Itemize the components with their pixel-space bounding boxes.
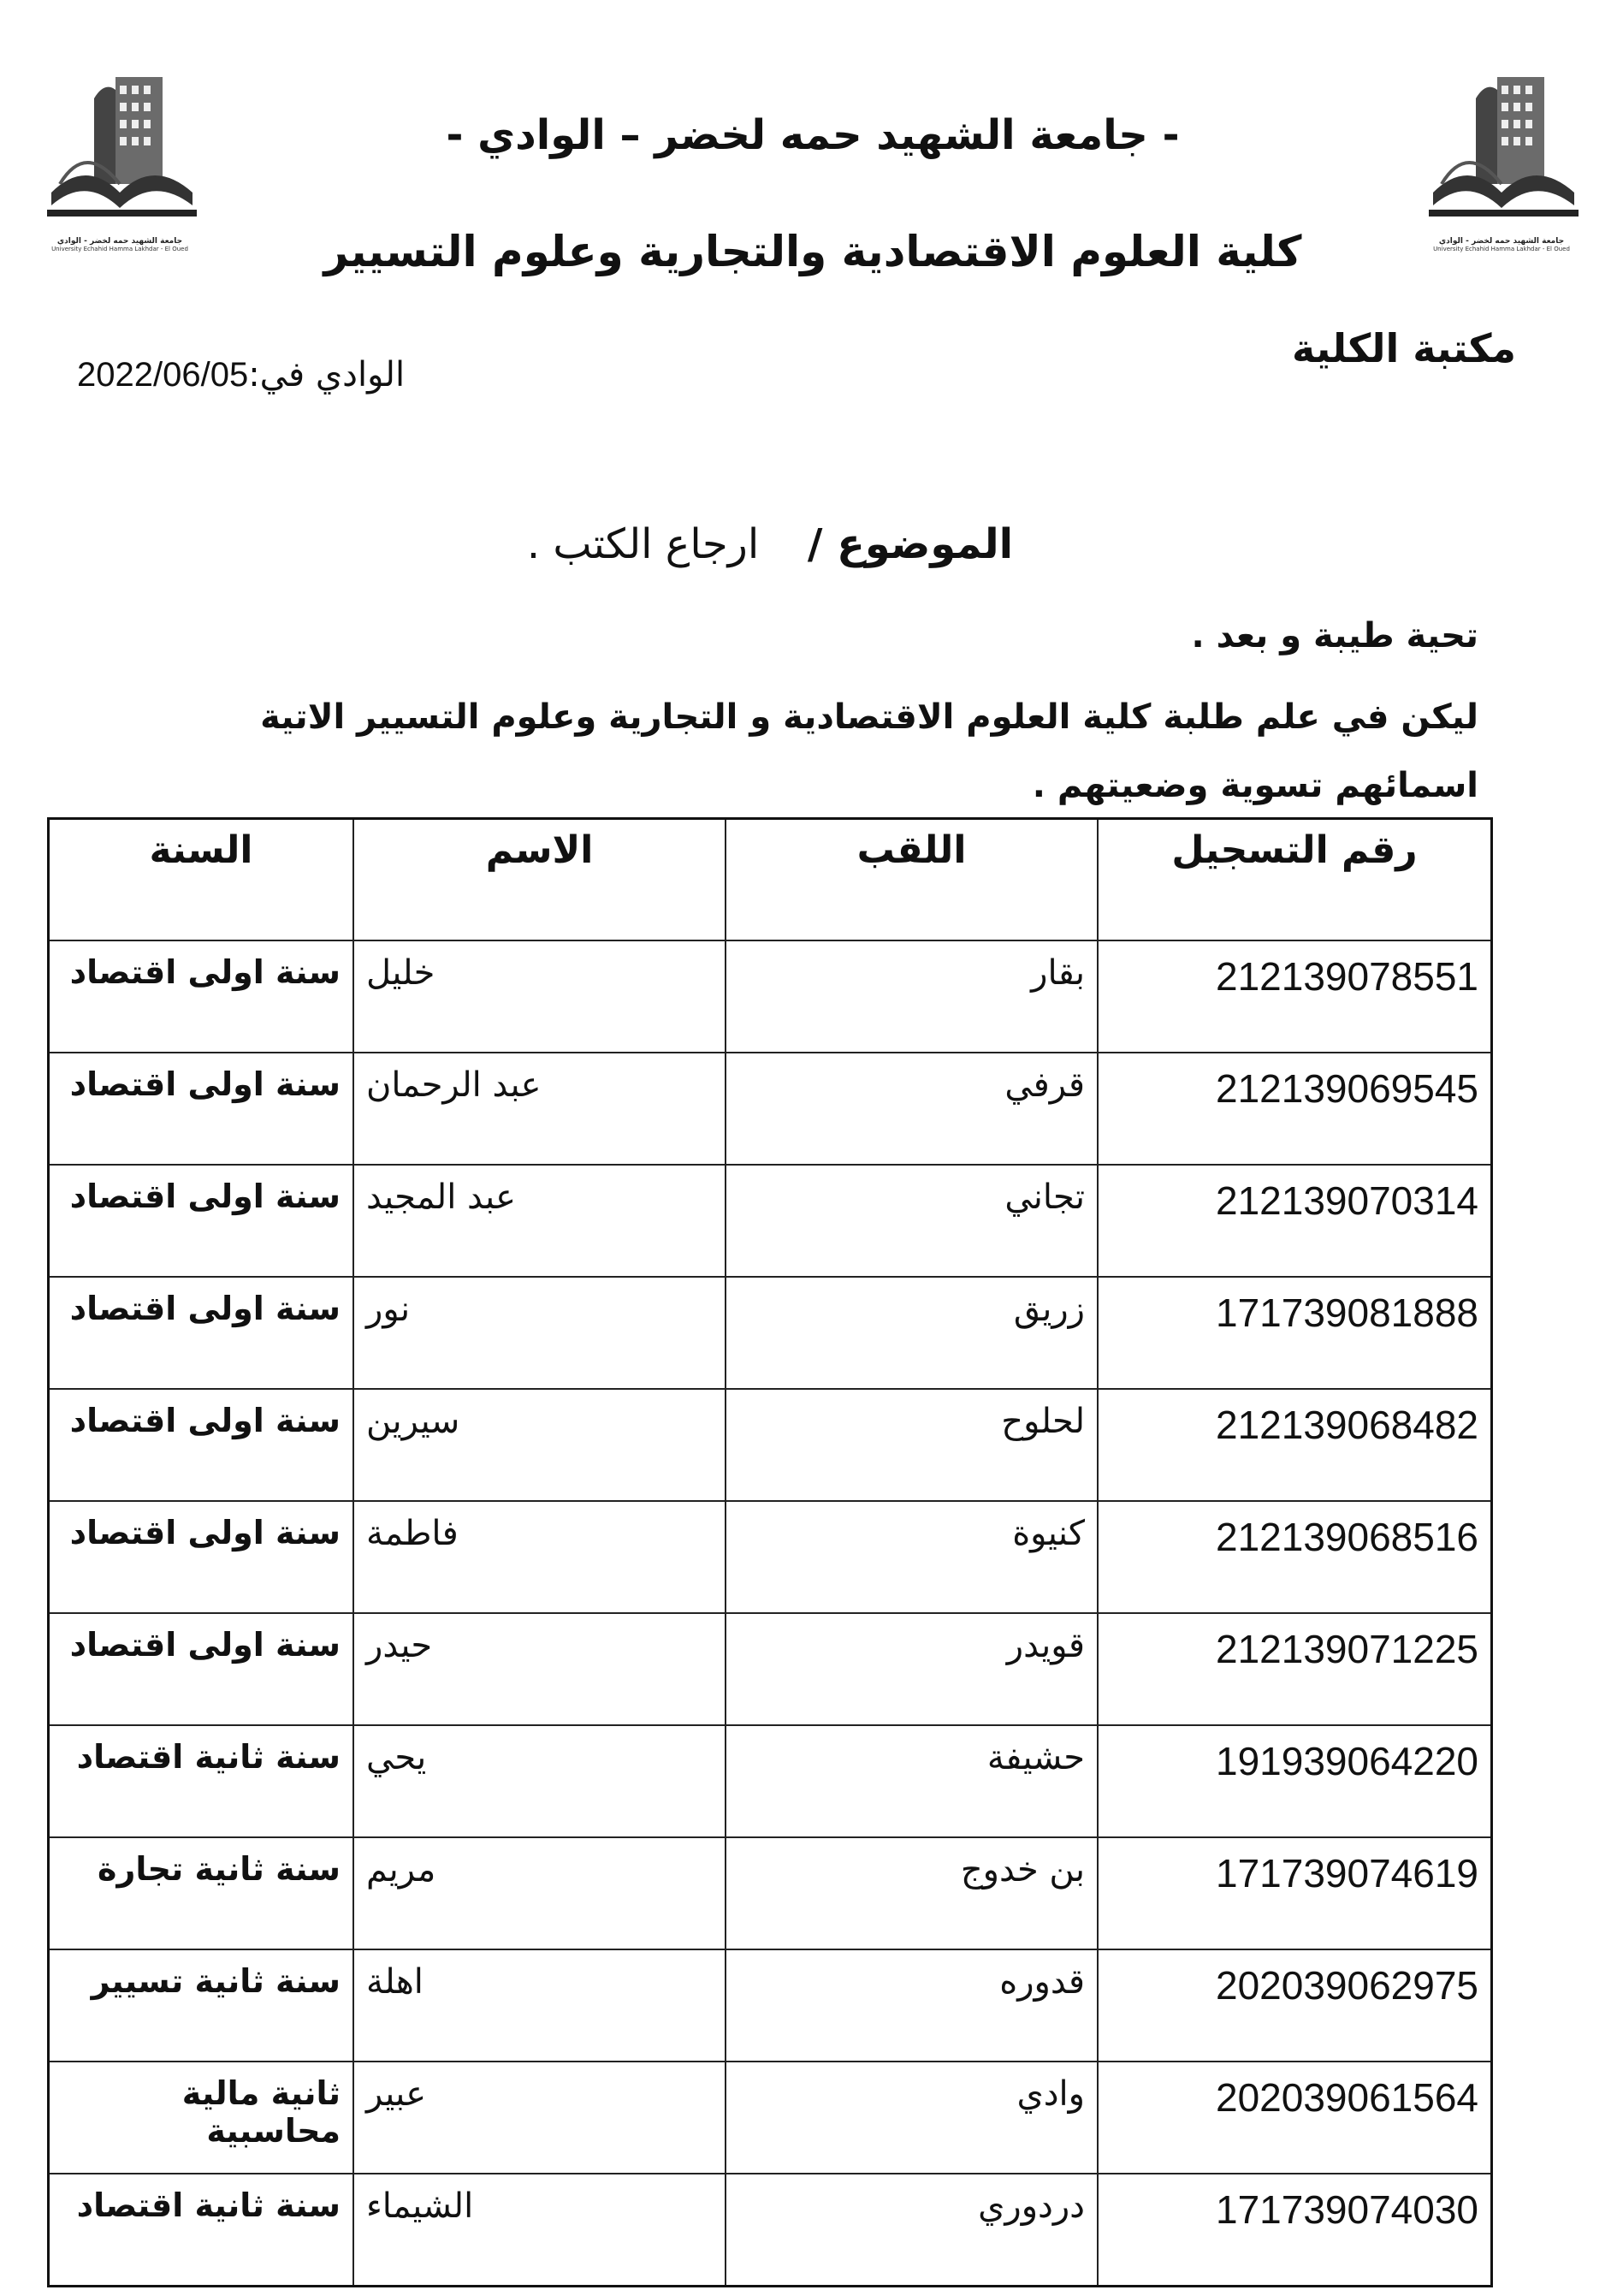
name-cell: عبد الرحمان — [353, 1053, 726, 1165]
table-row — [49, 1165, 1492, 1277]
university-title: - جامعة الشهيد حمه لخضر – الوادي - — [446, 111, 1180, 159]
table-header-row — [49, 819, 1492, 941]
name-cell: خليل — [353, 940, 726, 1053]
name-cell: نور — [353, 1277, 726, 1389]
name-cell: حيدر — [353, 1613, 726, 1725]
body-paragraph: ليكن في علم طلبة كلية العلوم الاقتصادية و التجارية وعلوم التسيير الاتية اسمائهم تسوية وضعيتهم . — [260, 697, 1478, 805]
registration-cell: 212139068482 — [1098, 1389, 1492, 1501]
surname-cell: لحلوح — [726, 1389, 1098, 1501]
table-row — [49, 1053, 1492, 1165]
logo-caption-latin: University Echahid Hamma Lakhdar - El Oued — [51, 246, 188, 252]
table-row — [49, 1949, 1492, 2062]
university-logo-right — [1416, 64, 1587, 270]
year-cell: سنة ثانية اقتصاد — [49, 1725, 354, 1837]
registration-cell: 171739074030 — [1098, 2174, 1492, 2287]
surname-cell: زريق — [726, 1277, 1098, 1389]
faculty-title: كلية العلوم الاقتصادية والتجارية وعلوم التسيير — [323, 227, 1302, 276]
date-label: الوادي في: — [248, 355, 406, 395]
logo-caption: جامعة الشهيد حمه لخضر - الوادي — [56, 237, 183, 246]
table-row — [49, 940, 1492, 1053]
year-cell: سنة ثانية اقتصاد — [49, 2174, 354, 2287]
registration-cell: 212139070314 — [1098, 1165, 1492, 1277]
name-cell: عبد المجيد — [353, 1165, 726, 1277]
table-row — [49, 1277, 1492, 1389]
year-cell: سنة ثانية تسيير — [49, 1949, 354, 2062]
university-logo-left — [34, 64, 205, 270]
table-row — [49, 2174, 1492, 2287]
name-cell: عبير — [353, 2062, 726, 2174]
surname-cell: قدوره — [726, 1949, 1098, 2062]
name-cell: سيرين — [353, 1389, 726, 1501]
subject-line — [342, 520, 1198, 568]
greeting: تحية طيبة و بعد . — [1191, 616, 1478, 656]
year-cell: سنة اولى اقتصاد — [49, 1389, 354, 1501]
year-cell: سنة ثانية تجارة — [49, 1837, 354, 1949]
name-cell: يحي — [353, 1725, 726, 1837]
year-cell: سنة اولى اقتصاد — [49, 940, 354, 1053]
university-logo-icon — [1416, 64, 1587, 235]
name-cell: اهلة — [353, 1949, 726, 2062]
name-cell: مريم — [353, 1837, 726, 1949]
registration-cell: 191939064220 — [1098, 1725, 1492, 1837]
table-row — [49, 1725, 1492, 1837]
registration-cell: 212139069545 — [1098, 1053, 1492, 1165]
year-cell: سنة اولى اقتصاد — [49, 1277, 354, 1389]
table-row — [49, 1837, 1492, 1949]
header-registration: رقم التسجيل — [1098, 819, 1492, 941]
table-row — [49, 1613, 1492, 1725]
surname-cell: بن خدوج — [726, 1837, 1098, 1949]
library-title: مكتبة الكلية — [1292, 325, 1516, 371]
surname-cell: دردوري — [726, 2174, 1098, 2287]
surname-cell: تجاني — [726, 1165, 1098, 1277]
registration-cell: 171739081888 — [1098, 1277, 1492, 1389]
university-logo-icon — [34, 64, 205, 235]
header-surname: اللقب — [726, 819, 1098, 941]
registration-cell: 171739074619 — [1098, 1837, 1492, 1949]
logo-caption-latin: University Echahid Hamma Lakhdar - El Oued — [1433, 246, 1570, 252]
header-year: السنة — [49, 819, 354, 941]
surname-cell: بقار — [726, 940, 1098, 1053]
name-cell: فاطمة — [353, 1501, 726, 1613]
surname-cell: وادي — [726, 2062, 1098, 2174]
year-cell: سنة اولى اقتصاد — [49, 1501, 354, 1613]
surname-cell: قرفي — [726, 1053, 1098, 1165]
table-row — [49, 2062, 1492, 2174]
year-cell: سنة اولى اقتصاد — [49, 1613, 354, 1725]
surname-cell: قويدر — [726, 1613, 1098, 1725]
registration-cell: 212139068516 — [1098, 1501, 1492, 1613]
table-row — [49, 1501, 1492, 1613]
table-row — [49, 1389, 1492, 1501]
registration-cell: 212139078551 — [1098, 940, 1492, 1053]
subject-value: ارجاع الكتب . — [526, 520, 760, 568]
year-cell: سنة اولى اقتصاد — [49, 1165, 354, 1277]
students-table — [47, 817, 1493, 2287]
year-cell: ثانية مالية محاسبية — [49, 2062, 354, 2174]
year-cell: سنة اولى اقتصاد — [49, 1053, 354, 1165]
logo-caption: جامعة الشهيد حمه لخضر - الوادي — [1438, 237, 1565, 246]
surname-cell: حشيفة — [726, 1725, 1098, 1837]
registration-cell: 212139071225 — [1098, 1613, 1492, 1725]
registration-cell: 202039062975 — [1098, 1949, 1492, 2062]
subject-label: الموضوع / — [807, 520, 1014, 568]
registration-cell: 202039061564 — [1098, 2062, 1492, 2174]
date-value: 2022/06/05 — [77, 356, 249, 394]
name-cell: الشيماء — [353, 2174, 726, 2287]
date-line — [77, 355, 405, 395]
header-name: الاسم — [353, 819, 726, 941]
surname-cell: كنيوة — [726, 1501, 1098, 1613]
